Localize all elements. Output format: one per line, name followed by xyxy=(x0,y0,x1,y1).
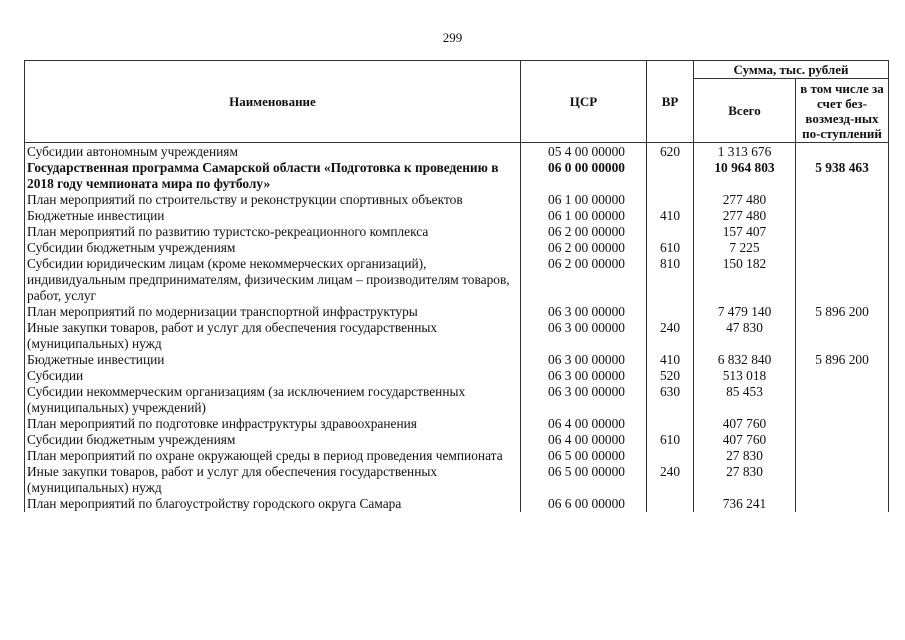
row-vr xyxy=(647,448,694,464)
table-row xyxy=(25,256,889,304)
row-name: План мероприятий по подготовке инфраструктуры здравоохранения xyxy=(25,416,521,432)
row-csr: 06 5 00 00000 xyxy=(521,448,647,464)
row-total: 736 241 xyxy=(694,496,796,512)
row-csr: 06 3 00 00000 xyxy=(521,368,647,384)
row-csr: 06 4 00 00000 xyxy=(521,432,647,448)
table-row xyxy=(25,160,889,192)
row-vr xyxy=(647,160,694,192)
table-row xyxy=(25,304,889,320)
row-csr: 06 2 00 00000 xyxy=(521,240,647,256)
row-name: План мероприятий по модернизации транспортной инфраструктуры xyxy=(25,304,521,320)
row-grant xyxy=(796,256,889,304)
row-vr: 240 xyxy=(647,320,694,352)
row-name: План мероприятий по развитию туристско-рекреационного комплекса xyxy=(25,224,521,240)
row-total: 407 760 xyxy=(694,432,796,448)
table-row xyxy=(25,496,889,512)
row-total: 1 313 676 xyxy=(694,143,796,161)
header-vr: ВР xyxy=(647,61,694,143)
row-csr: 06 0 00 00000 xyxy=(521,160,647,192)
table-row xyxy=(25,224,889,240)
row-vr: 630 xyxy=(647,384,694,416)
row-grant xyxy=(796,208,889,224)
row-vr xyxy=(647,416,694,432)
row-grant xyxy=(796,384,889,416)
table-row xyxy=(25,368,889,384)
row-name: Субсидии автономным учреждениям xyxy=(25,143,521,161)
header-grant: в том числе за счет без-возмезд-ных по-ступлений xyxy=(796,79,889,143)
row-csr: 06 3 00 00000 xyxy=(521,320,647,352)
row-name: Бюджетные инвестиции xyxy=(25,208,521,224)
row-grant xyxy=(796,240,889,256)
header-sum: Сумма, тыс. рублей xyxy=(694,61,889,79)
row-name: Субсидии юридическим лицам (кроме некоммерческих организаций), индивидуальным предпринимателям, физическим лицам – производителям товаров, работ, услуг xyxy=(25,256,521,304)
row-csr: 06 3 00 00000 xyxy=(521,352,647,368)
row-name: План мероприятий по благоустройству городского округа Самара xyxy=(25,496,521,512)
row-total: 157 407 xyxy=(694,224,796,240)
table-row xyxy=(25,464,889,496)
row-total: 277 480 xyxy=(694,192,796,208)
row-grant xyxy=(796,192,889,208)
row-vr xyxy=(647,496,694,512)
row-vr: 810 xyxy=(647,256,694,304)
row-total: 85 453 xyxy=(694,384,796,416)
row-csr: 06 6 00 00000 xyxy=(521,496,647,512)
row-vr: 620 xyxy=(647,143,694,161)
row-name: Субсидии xyxy=(25,368,521,384)
row-name: План мероприятий по строительству и реконструкции спортивных объектов xyxy=(25,192,521,208)
row-name: Субсидии некоммерческим организациям (за исключением государственных (муниципальных) учреждений) xyxy=(25,384,521,416)
header-name: Наименование xyxy=(25,61,521,143)
table-header xyxy=(25,61,889,143)
row-vr: 410 xyxy=(647,208,694,224)
row-name: Государственная программа Самарской области «Подготовка к проведению в 2018 году чемпионата мира по футболу» xyxy=(25,160,521,192)
row-total: 513 018 xyxy=(694,368,796,384)
row-grant xyxy=(796,143,889,161)
row-vr xyxy=(647,192,694,208)
row-name: Иные закупки товаров, работ и услуг для обеспечения государственных (муниципальных) нужд xyxy=(25,464,521,496)
row-grant xyxy=(796,368,889,384)
table-row xyxy=(25,384,889,416)
row-name: Субсидии бюджетным учреждениям xyxy=(25,432,521,448)
table-row xyxy=(25,208,889,224)
row-grant xyxy=(796,496,889,512)
row-total: 150 182 xyxy=(694,256,796,304)
row-grant xyxy=(796,320,889,352)
row-name: План мероприятий по охране окружающей среды в период проведения чемпионата xyxy=(25,448,521,464)
row-grant xyxy=(796,416,889,432)
row-total: 27 830 xyxy=(694,464,796,496)
table-row xyxy=(25,320,889,352)
row-grant xyxy=(796,448,889,464)
row-grant xyxy=(796,432,889,448)
row-grant xyxy=(796,464,889,496)
header-csr: ЦСР xyxy=(521,61,647,143)
budget-table xyxy=(24,60,889,512)
row-name: Бюджетные инвестиции xyxy=(25,352,521,368)
row-grant xyxy=(796,224,889,240)
row-total: 407 760 xyxy=(694,416,796,432)
row-csr: 06 2 00 00000 xyxy=(521,224,647,240)
row-csr: 06 3 00 00000 xyxy=(521,304,647,320)
row-name: Субсидии бюджетным учреждениям xyxy=(25,240,521,256)
row-total: 7 225 xyxy=(694,240,796,256)
row-name: Иные закупки товаров, работ и услуг для обеспечения государственных (муниципальных) нужд xyxy=(25,320,521,352)
row-total: 7 479 140 xyxy=(694,304,796,320)
row-vr xyxy=(647,224,694,240)
header-total: Всего xyxy=(694,79,796,143)
row-total: 47 830 xyxy=(694,320,796,352)
page-number: 299 xyxy=(442,30,463,45)
table-row xyxy=(25,143,889,161)
row-csr: 05 4 00 00000 xyxy=(521,143,647,161)
table-row xyxy=(25,352,889,368)
row-csr: 06 1 00 00000 xyxy=(521,208,647,224)
row-vr: 610 xyxy=(647,432,694,448)
table-row xyxy=(25,240,889,256)
row-vr xyxy=(647,304,694,320)
row-csr: 06 4 00 00000 xyxy=(521,416,647,432)
row-grant: 5 938 463 xyxy=(796,160,889,192)
row-total: 277 480 xyxy=(694,208,796,224)
row-vr: 610 xyxy=(647,240,694,256)
table-body xyxy=(25,143,889,513)
row-total: 6 832 840 xyxy=(694,352,796,368)
table-row xyxy=(25,432,889,448)
row-csr: 06 3 00 00000 xyxy=(521,384,647,416)
table-row xyxy=(25,448,889,464)
table-row xyxy=(25,192,889,208)
row-csr: 06 1 00 00000 xyxy=(521,192,647,208)
table-row xyxy=(25,416,889,432)
row-vr: 410 xyxy=(647,352,694,368)
row-csr: 06 5 00 00000 xyxy=(521,464,647,496)
row-vr: 240 xyxy=(647,464,694,496)
row-csr: 06 2 00 00000 xyxy=(521,256,647,304)
row-grant: 5 896 200 xyxy=(796,304,889,320)
row-vr: 520 xyxy=(647,368,694,384)
row-total: 27 830 xyxy=(694,448,796,464)
row-grant: 5 896 200 xyxy=(796,352,889,368)
row-total: 10 964 803 xyxy=(694,160,796,192)
